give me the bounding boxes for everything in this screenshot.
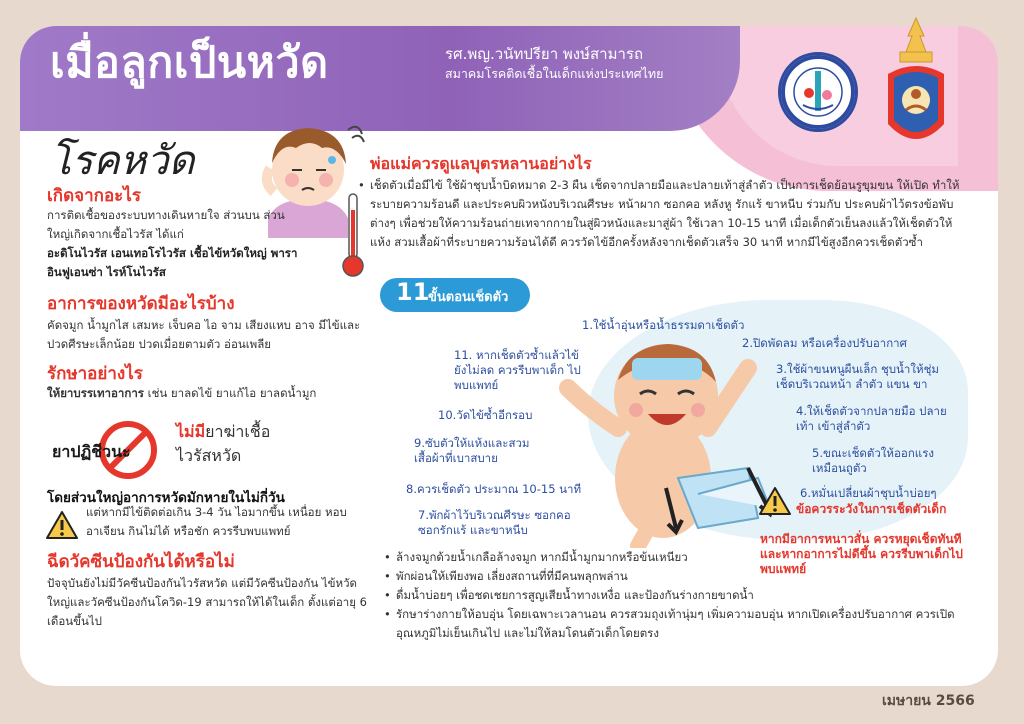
warning-icon <box>45 510 79 540</box>
care-text <box>358 176 960 252</box>
cause-section <box>47 206 302 282</box>
caution-text: หากมีอาการหนาวสั่น ควรหยุดเช็ดทันที และหากอาการไม่ดีขึ้น ควรรีบพาเด็กไป พบแพทย์ <box>760 532 963 576</box>
no-antiviral-emphasis: ไม่มี <box>176 422 206 441</box>
bullet: • <box>384 569 391 583</box>
steps-badge <box>380 278 530 312</box>
treatment-bold: ให้ยาบรรเทาอาการ <box>47 386 144 400</box>
author-name: รศ.พญ.วนัทปรียา พงษ์สามารถ <box>445 45 644 63</box>
no-antiviral-line2: ไวรัสหวัด <box>176 446 242 465</box>
care-heading: พ่อแม่ควรดูแลบุตรหลานอย่างไร <box>370 154 592 173</box>
author-organization: สมาคมโรคติดเชื้อในเด็กแห่งประเทศไทย <box>445 66 664 81</box>
caution-heading: ข้อควรระวังในการเช็ดตัวเด็ก <box>796 502 947 516</box>
tip-text: ล้างจมูกด้วยน้ำเกลือล้างจมูก หากมีน้ำมูกมากหรือข้นเหนียว <box>396 550 688 564</box>
step-3: 3.ใช้ผ้าขนหนูผืนเล็ก ชุบน้ำให้ชุ่ม เช็ดบริเวณหน้า ลำตัว แขน ขา <box>776 362 939 391</box>
step-4: 4.ให้เช็ดตัวจากปลายมือ ปลายเท้า เข้าสู่ลำตัว <box>796 404 947 433</box>
step-2: 2.ปิดพัดลม หรือเครื่องปรับอากาศ <box>742 336 907 350</box>
step-11: 11. หากเช็ดตัวซ้ำแล้วไข้ ยังไม่ลด ควรรีบพาเด็ก ไปพบแพทย์ <box>454 348 581 392</box>
cause-text: การติดเชื้อของระบบทางเดินหายใจ ส่วนบน ส่วนใหญ่เกิดจากเชื้อไวรัส ได้แก่ <box>47 208 285 241</box>
no-antiviral-line1 <box>176 420 270 445</box>
bullet: • <box>384 588 391 602</box>
step-5: 5.ขณะเช็ดตัวให้ออกแรง เหมือนถูตัว <box>812 446 934 475</box>
vaccine-heading: ฉีดวัคซีนป้องกันได้หรือไม่ <box>47 552 235 572</box>
treatment-text <box>47 384 367 403</box>
cause-viruses: อะดิโนไวรัส เอนเทอโรไวรัส เชื้อไข้หวัดใหญ่ พาราอินฟูเอนซ่า ไรห์โนไวรัส <box>47 246 298 279</box>
bullet: • <box>384 550 391 564</box>
tip-text: พักผ่อนให้เพียงพอ เลี่ยงสถานที่ที่มีคนพลุกพล่าน <box>396 569 628 583</box>
list-item <box>384 548 976 567</box>
antibiotic-label: ยาปฏิชีวนะ <box>52 442 131 461</box>
treatment-rest: เช่น ยาลดไข้ ยาแก้ไอ ยาลดน้ำมูก <box>143 386 317 400</box>
disease-title: โรคหวัด <box>50 138 195 184</box>
cause-heading: เกิดจากอะไร <box>47 186 141 206</box>
symptom-heading: อาการของหวัดมีอะไรบ้าง <box>47 294 235 314</box>
step-1: 1.ใช้น้ำอุ่นหรือน้ำธรรมดาเช็ดตัว <box>582 318 745 332</box>
tips-list <box>384 548 976 643</box>
step-10: 10.วัดไข้ซ้ำอีกรอบ <box>438 408 533 422</box>
steps-count: 11 <box>396 278 430 306</box>
step-9: 9.ซับตัวให้แห้งและสวม เสื้อผ้าที่เบาสบาย <box>414 436 530 465</box>
page-title: เมื่อลูกเป็นหวัด <box>50 39 329 87</box>
list-item <box>384 567 976 586</box>
list-item <box>384 605 976 643</box>
step-6: 6.หมั่นเปลี่ยนผ้าชุบน้ำบ่อยๆ <box>800 486 937 500</box>
bullet: • <box>384 607 391 621</box>
no-antiviral-rest: ยาฆ่าเชื้อ <box>205 422 271 441</box>
treatment-heading: รักษาอย่างไร <box>47 364 143 384</box>
caution-warning-icon <box>758 486 792 516</box>
paediatric-society-logo <box>778 52 858 132</box>
step-8: 8.ควรเช็ดตัว ประมาณ 10-15 นาที <box>406 482 582 496</box>
recovery-heading: โดยส่วนใหญ่อาการหวัดมักหายในไม่กี่วัน <box>47 490 285 506</box>
steps-badge-text: ขั้นตอนเช็ดตัว <box>428 290 509 305</box>
thermometer-icon <box>340 190 366 280</box>
tip-text: รักษาร่างกายให้อบอุ่น โดยเฉพาะเวลานอน ควรสวมถุงเท้านุ่มๆ เพิ่มความอบอุ่น หากเปิดเครื่องปรับอากาศ ควรเปิดอุณหภูมิไม่เย็นเกินไป และไม่ให้ลมโดนตัวเด็กโดยตรง <box>396 607 955 640</box>
recovery-text: แต่หากมีไข้ติดต่อเกิน 3-4 วัน ไอมากขึ้น เหนื่อย หอบ อาเจียน กินไม่ได้ หรือชัก ควรรีบพบแพทย์ <box>86 505 347 538</box>
symptom-text: คัดจมูก น้ำมูกไส เสมหะ เจ็บคอ ไอ จาม เสียงแหบ อาจ มีไข้และปวดศีรษะเล็กน้อย ปวดเมื่อยตามตัว อ่อนเพลีย <box>47 318 361 351</box>
care-paragraph: เช็ดตัวเมื่อมีไข้ ใช้ผ้าชุบน้ำบิดหมาด 2-3 ผืน เช็ดจากปลายมือและปลายเท้าสู่ลำตัว เป็นการเช็ดย้อนรูขุมขน ให้เปิด ทำให้ระบายความร้อนดี และประคบผิวหนังบริเวณศีรษะ หน้าผาก ซอกคอ หลังหู รักแร้ ขาหนีบ ร่วมกับ ประคบผ้าไว้ตรงข้อพับต่างๆ เพื่อช่วยให้ความร้อนถ่ายเทจากกายในสู่ผิวหนังและมาสู่ผ้า ใช้เวลา 10-15 นาที เมื่อเด็กตัวเย็นลงแล้วให้เช็ดตัวให้แห้ง สวมเสื้อผ้าที่ระบายความร้อนได้ดี ควรวัดไข้อีกครั้งหลังจากเช็ดตัวเสร็จ 30 นาที หากมีไข้สูงอีกควรเช็ดตัวซ้ำ <box>370 178 960 249</box>
vaccine-text: ปัจจุบันยังไม่มีวัคซีนป้องกันไวรัสหวัด แต่มีวัคซีนป้องกัน ไข้หวัดใหญ่และวัคซีนป้องกันโควิด-19 สามารถให้ได้ในเด็ก ตั้งแต่อายุ 6 เดือนขึ้นไป <box>47 576 367 628</box>
thai-crest-logo <box>880 14 952 164</box>
step-7: 7.พักผ้าไว้บริเวณศีรษะ ซอกคอ ซอกรักแร้ และขาหนีบ <box>418 508 571 537</box>
footer-date: เมษายน 2566 <box>882 693 975 709</box>
tip-text: ดื่มน้ำบ่อยๆ เพื่อชดเชยการสูญเสียน้ำทางเหงื่อ และป้องกันร่างกายขาดน้ำ <box>396 588 754 602</box>
list-item <box>384 586 976 605</box>
bullet: • <box>358 178 365 192</box>
